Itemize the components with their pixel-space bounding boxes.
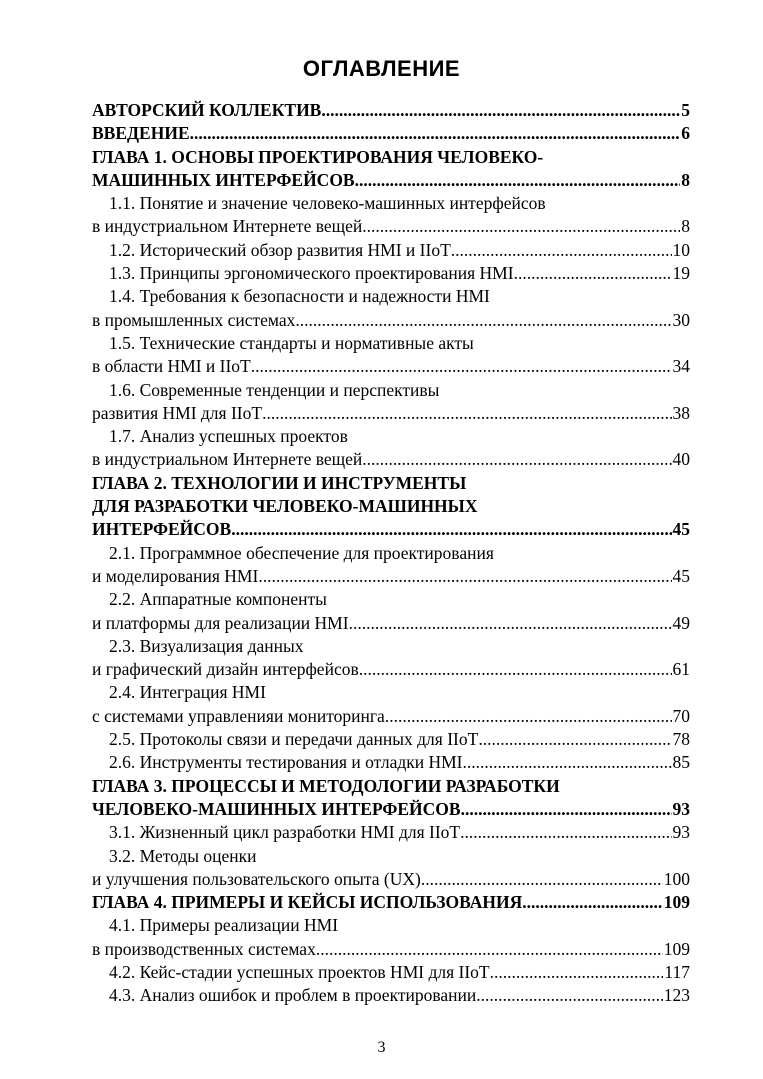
toc-section-line[interactable] <box>92 239 690 262</box>
toc-dot-leader <box>262 402 671 425</box>
toc-section-line[interactable] <box>92 309 690 332</box>
toc-page-number: 5 <box>681 100 690 120</box>
toc-entry-title: 1.5. Технические стандарты и нормативные акты <box>109 332 474 353</box>
toc-section-line[interactable] <box>92 868 690 891</box>
toc-entry-title: ИНТЕРФЕЙСОВ <box>92 519 232 540</box>
toc-page-number: 49 <box>672 612 690 633</box>
toc-page-number: 8 <box>681 216 690 237</box>
toc-page-number: 100 <box>663 868 690 889</box>
toc-chapter-line[interactable] <box>92 798 690 821</box>
toc-section-line[interactable] <box>92 192 690 215</box>
toc-section-line[interactable] <box>92 425 690 448</box>
toc-chapter-line[interactable] <box>92 775 690 798</box>
toc-page-number: 123 <box>663 985 690 1006</box>
toc-section-line[interactable] <box>92 914 690 937</box>
toc-dot-leader <box>514 262 672 285</box>
toc-dot-leader <box>231 518 671 541</box>
toc-dot-leader <box>362 215 680 238</box>
toc-entry-title: МАШИННЫХ ИНТЕРФЕЙСОВ <box>92 169 355 190</box>
toc-entry-title: 3.2. Методы оценки <box>109 845 257 866</box>
toc-entry-title: в производственных системах <box>92 938 316 959</box>
toc-entry-title: 2.3. Визуализация данных <box>109 635 304 656</box>
toc-page-number: 34 <box>672 356 690 377</box>
toc-section-line[interactable] <box>92 751 690 774</box>
toc-entry-title: 2.1. Программное обеспечение для проектирования <box>109 542 494 563</box>
toc-page-number: 10 <box>672 239 690 260</box>
toc-entry-title: и моделирования HMI <box>92 565 259 586</box>
toc-chapter-line[interactable] <box>92 495 690 518</box>
toc-page-number: 40 <box>672 449 690 470</box>
toc-page-number: 61 <box>672 659 690 680</box>
toc-entry-title: ГЛАВА 1. ОСНОВЫ ПРОЕКТИРОВАНИЯ ЧЕЛОВЕКО- <box>92 146 544 167</box>
toc-chapter-line[interactable] <box>92 518 690 541</box>
toc-section-line[interactable] <box>92 402 690 425</box>
toc-entry-title: с системами управленияи мониторинга <box>92 705 385 726</box>
toc-page-number: 93 <box>672 798 690 819</box>
toc-entry-title: в области HMI и IIoT <box>92 356 251 377</box>
toc-chapter-line[interactable] <box>92 99 690 122</box>
toc-entry-title: и графический дизайн интерфейсов <box>92 659 359 680</box>
toc-chapter-line[interactable] <box>92 169 690 192</box>
toc-section-line[interactable] <box>92 262 690 285</box>
toc-entry-title: ГЛАВА 4. ПРИМЕРЫ И КЕЙСЫ ИСПОЛЬЗОВАНИЯ <box>92 892 523 913</box>
toc-page-number: 117 <box>664 961 690 982</box>
toc-section-line[interactable] <box>92 728 690 751</box>
toc-entry-title: развития HMI для IIoT <box>92 402 263 423</box>
toc-section-line[interactable] <box>92 658 690 681</box>
toc-section-line[interactable] <box>92 588 690 611</box>
toc-page-number: 78 <box>672 729 690 750</box>
toc-dot-leader <box>451 239 672 262</box>
toc-page-number: 8 <box>681 169 690 190</box>
toc-entry-title: в индустриальном Интернете вещей <box>92 216 363 237</box>
toc-entry-title: 1.7. Анализ успешных проектов <box>109 426 348 447</box>
toc-section-line[interactable] <box>92 379 690 402</box>
table-of-contents <box>92 99 690 1008</box>
toc-section-line[interactable] <box>92 448 690 471</box>
toc-section-line[interactable] <box>92 215 690 238</box>
toc-section-line[interactable] <box>92 542 690 565</box>
toc-entry-title: 4.1. Примеры реализации HMI <box>109 915 339 936</box>
toc-entry-title: в промышленных системах <box>92 309 296 330</box>
toc-page-number: 38 <box>672 402 690 423</box>
toc-chapter-line[interactable] <box>92 122 690 145</box>
toc-section-line[interactable] <box>92 821 690 844</box>
toc-dot-leader <box>476 984 663 1007</box>
toc-page-number: 109 <box>663 892 690 913</box>
toc-dot-leader <box>355 169 681 192</box>
toc-section-line[interactable] <box>92 705 690 728</box>
toc-dot-leader <box>385 705 672 728</box>
toc-entry-title: 1.4. Требования к безопасности и надежности HMI <box>109 286 490 307</box>
toc-section-line[interactable] <box>92 938 690 961</box>
toc-entry-title: 2.2. Аппаратные компоненты <box>109 589 327 610</box>
toc-section-line[interactable] <box>92 681 690 704</box>
toc-dot-leader <box>522 891 663 914</box>
toc-section-line[interactable] <box>92 612 690 635</box>
page-number: 3 <box>377 1039 386 1056</box>
toc-dot-leader <box>359 658 672 681</box>
toc-entry-title: 1.1. Понятие и значение человеко-машинных интерфейсов <box>109 193 546 214</box>
toc-section-line[interactable] <box>92 635 690 658</box>
toc-chapter-line[interactable] <box>92 472 690 495</box>
toc-entry-title: ГЛАВА 2. ТЕХНОЛОГИИ И ИНСТРУМЕНТЫ <box>92 472 467 493</box>
toc-dot-leader <box>251 355 672 378</box>
toc-dot-leader <box>321 99 680 122</box>
toc-entry-title: в индустриальном Интернете вещей <box>92 449 363 470</box>
toc-section-line[interactable] <box>92 332 690 355</box>
toc-entry-title: АВТОРСКИЙ КОЛЛЕКТИВ <box>92 100 322 120</box>
toc-entry-title: 4.3. Анализ ошибок и проблем в проектировании <box>109 985 477 1006</box>
toc-entry-title: 4.2. Кейс-стадии успешных проектов HMI для IIoT <box>109 961 490 982</box>
toc-page-number: 30 <box>672 309 690 330</box>
toc-section-line[interactable] <box>92 845 690 868</box>
toc-page-number: 6 <box>681 123 690 144</box>
toc-entry-title: 1.2. Исторический обзор развития HMI и IIoT <box>109 239 451 260</box>
toc-entry-title: 2.4. Интеграция HMI <box>109 682 266 703</box>
toc-dot-leader <box>490 961 664 984</box>
toc-page-number: 45 <box>672 565 690 586</box>
toc-chapter-line[interactable] <box>92 146 690 169</box>
toc-entry-title: ВВЕДЕНИЕ <box>92 123 190 144</box>
toc-entry-title: 3.1. Жизненный цикл разработки HMI для IIoT <box>109 822 461 843</box>
toc-section-line[interactable] <box>92 961 690 984</box>
toc-page-number: 85 <box>672 752 690 773</box>
toc-page-number: 45 <box>672 519 690 540</box>
toc-entry-title: ЧЕЛОВЕКО-МАШИННЫХ ИНТЕРФЕЙСОВ <box>92 798 461 819</box>
toc-dot-leader <box>478 728 671 751</box>
toc-section-line[interactable] <box>92 565 690 588</box>
toc-dot-leader <box>463 751 672 774</box>
toc-entry-title: и улучшения пользовательского опыта (UX) <box>92 868 421 889</box>
page-title: ОГЛАВЛЕНИЕ <box>302 56 461 81</box>
toc-dot-leader <box>295 309 671 332</box>
toc-section-line[interactable] <box>92 984 690 1007</box>
toc-dot-leader <box>461 798 672 821</box>
toc-entry-title: 2.6. Инструменты тестирования и отладки HMI <box>109 752 463 773</box>
toc-page-number: 109 <box>663 938 690 959</box>
toc-section-line[interactable] <box>92 355 690 378</box>
toc-dot-leader <box>258 565 671 588</box>
toc-page-number: 70 <box>672 705 690 726</box>
toc-entry-title: ДЛЯ РАЗРАБОТКИ ЧЕЛОВЕКО-МАШИННЫХ <box>92 496 478 517</box>
toc-entry-title: ГЛАВА 3. ПРОЦЕССЫ И МЕТОДОЛОГИИ РАЗРАБОТКИ <box>92 775 560 796</box>
toc-page-number: 19 <box>672 263 690 284</box>
toc-dot-leader <box>421 868 663 891</box>
toc-chapter-line[interactable] <box>92 891 690 914</box>
toc-section-line[interactable] <box>92 285 690 308</box>
toc-dot-leader <box>190 122 681 145</box>
toc-dot-leader <box>349 612 672 635</box>
toc-entry-title: 2.5. Протоколы связи и передачи данных для IIoT <box>109 729 479 750</box>
toc-entry-title: 1.6. Современные тенденции и перспективы <box>109 379 440 400</box>
toc-dot-leader <box>460 821 671 844</box>
toc-entry-title: и платформы для реализации HMI <box>92 612 349 633</box>
toc-dot-leader <box>362 448 671 471</box>
toc-page-number: 93 <box>672 822 690 843</box>
toc-entry-title: 1.3. Принципы эргономического проектирования HMI <box>109 263 514 284</box>
toc-dot-leader <box>316 938 663 961</box>
